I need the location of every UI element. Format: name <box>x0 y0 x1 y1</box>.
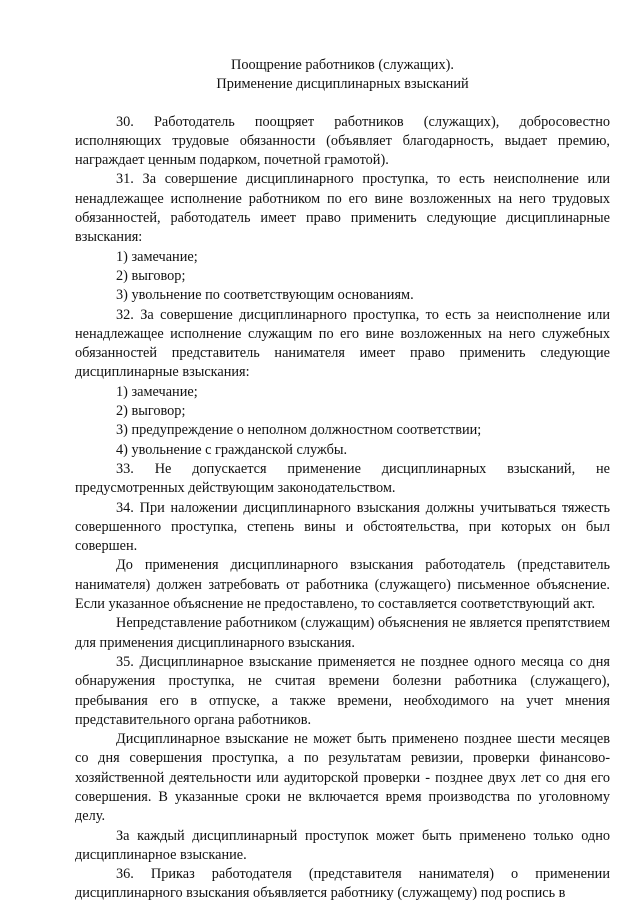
list-item: 2) выговор; <box>116 267 186 284</box>
title-line-1: Поощрение работников (служащих). <box>231 57 454 73</box>
paragraph-33: 33. Не допускается применение дисциплинарных взысканий, не предусмотренных действующим законодательством. <box>75 460 610 497</box>
list-item: 3) увольнение по соответствующим основаниям. <box>116 287 414 304</box>
paragraph-35-single-penalty: За каждый дисциплинарный проступок может быть применено только одно дисциплинарное взыскание. <box>75 827 610 863</box>
title-line-2: Применение дисциплинарных взысканий <box>216 76 469 93</box>
paragraph-35-deadlines: Дисциплинарное взыскание не может быть применено позднее шести месяцев со дня совершения проступка, а по результатам ревизии, проверки финансово-хозяйственной деятельности или аудиторской проверки - позднее двух лет со дня его совершения. В указанные сроки не включается время производства по уголовному делу. <box>75 731 610 825</box>
paragraph-30: 30. Работодатель поощряет работников (служащих), добросовестно исполняющих трудовые обязанности (объявляет благодарность, выдает премию, награждает ценным подарком, почетной грамотой). <box>75 113 610 169</box>
paragraph-32: 32. За совершение дисциплинарного проступка, то есть за неисполнение или ненадлежащее исполнение служащим по его вине возложенных на него служебных обязанностей представитель нанимателя имеет право применить следующие дисциплинарные взыскания: <box>75 306 610 381</box>
paragraph-36: 36. Приказ работодателя (представителя нанимателя) о применении дисциплинарного взыскания объявляется работнику (служащему) под роспись в <box>75 866 610 902</box>
list-item: 1) замечание; <box>116 248 198 265</box>
list-item: 2) выговор; <box>116 403 186 420</box>
paragraph-34-explanation: До применения дисциплинарного взыскания работодатель (представитель нанимателя) должен затребовать от работника (служащего) письменное объяснение. Если указанное объяснение не предоставлено, то составляется соответствующий акт. <box>75 557 610 613</box>
paragraph-34-non-submission: Непредставление работником (служащим) объяснения не является препятствием для применения дисциплинарного взыскания. <box>75 615 610 651</box>
spacer <box>75 95 610 113</box>
paragraph-31: 31. За совершение дисциплинарного проступка, то есть неисполнение или ненадлежащее исполнение работником по его вине возложенных на него трудовых обязанностей, работодатель имеет право применить следующие дисциплинарные взыскания: <box>75 171 610 246</box>
list-item: 3) предупреждение о неполном должностном соответствии; <box>116 422 482 439</box>
document-page <box>75 56 610 904</box>
list-item: 1) замечание; <box>116 383 198 400</box>
paragraph-35: 35. Дисциплинарное взыскание применяется не позднее одного месяца со дня обнаружения проступка, не считая времени болезни работника (служащего), пребывания его в отпуске, а также времени, необходимого на учет мнения представительного органа работников. <box>75 653 610 728</box>
paragraph-34: 34. При наложении дисциплинарного взыскания должны учитываться тяжесть совершенного проступка, степень вины и обстоятельства, при которых он был совершен. <box>75 499 610 555</box>
list-item: 4) увольнение с гражданской службы. <box>116 441 348 458</box>
